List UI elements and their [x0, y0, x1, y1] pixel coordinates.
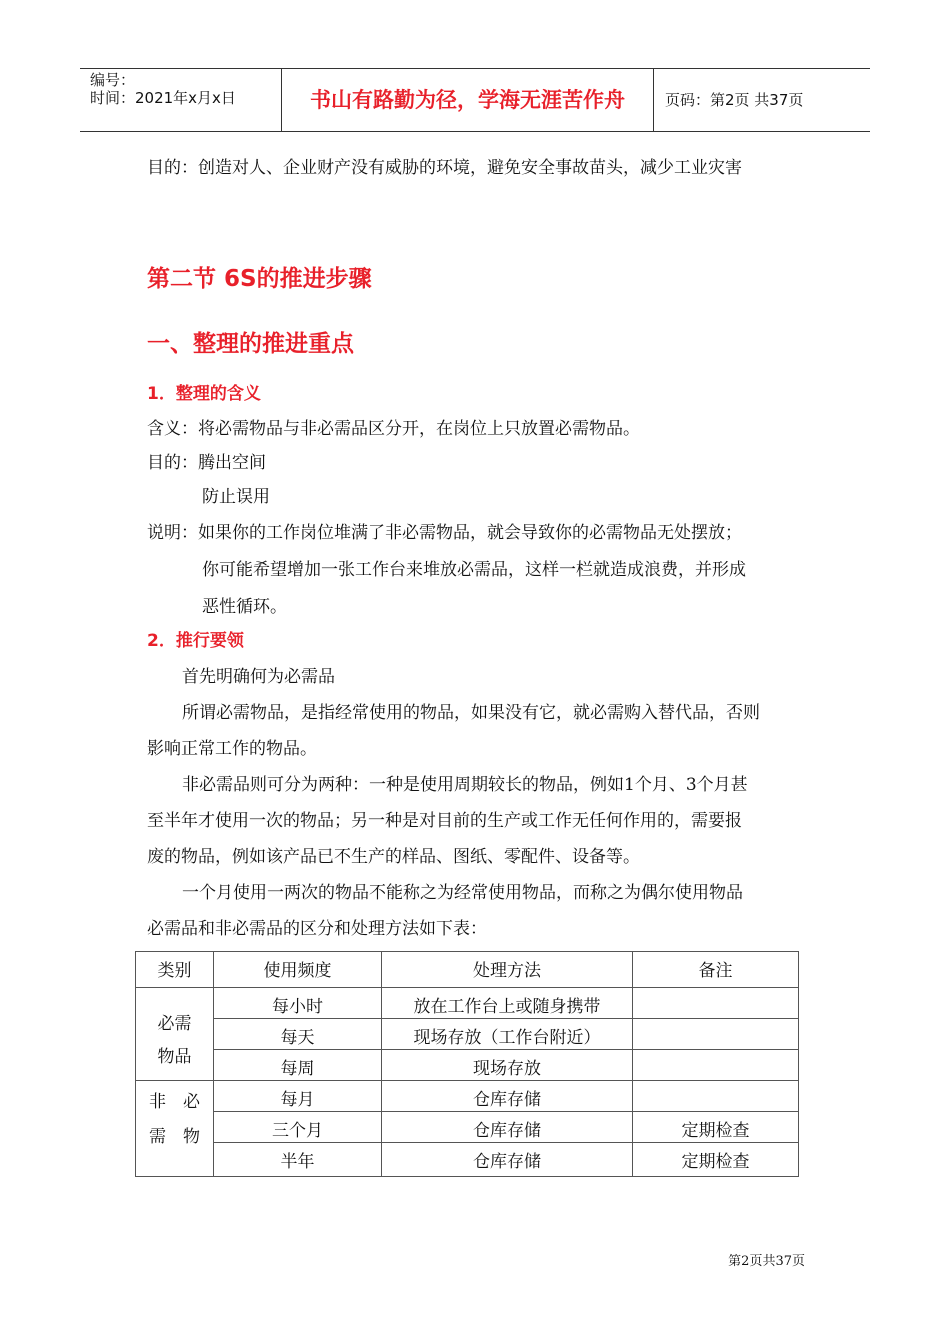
number-label: 编号：	[90, 71, 136, 89]
section-title: 第二节 6S的推进步骤	[147, 266, 372, 292]
group-unnecessary	[136, 1081, 214, 1177]
table-row	[136, 1050, 799, 1081]
group-label-line: 非 必	[149, 1092, 200, 1112]
note-cell: 定期检查	[633, 1112, 799, 1143]
col-header-note: 备注	[633, 952, 799, 988]
header-page-label: 页码：第2页 共37页	[665, 91, 804, 109]
subsection-title: 一、整理的推进重点	[147, 331, 354, 357]
para1: 首先明确何为必需品	[182, 667, 335, 687]
purpose-line: 目的：创造对人、企业财产没有威胁的环境，避免安全事故苗头，减少工业灾害	[147, 158, 742, 178]
freq-cell: 三个月	[214, 1112, 382, 1143]
table-row	[136, 1143, 799, 1177]
method-cell: 仓库存储	[382, 1081, 633, 1112]
page-footer: 第2页共37页	[728, 1254, 805, 1269]
freq-cell: 每小时	[214, 988, 382, 1019]
note-line-3: 恶性循环。	[202, 597, 287, 617]
para4-line1: 一个月使用一两次的物品不能称之为经常使用物品，而称之为偶尔使用物品	[182, 883, 743, 903]
note-line-1: 说明：如果你的工作岗位堆满了非必需物品，就会导致你的必需物品无处摆放；	[147, 523, 742, 543]
table-row	[136, 988, 799, 1019]
note-line-2: 你可能希望增加一张工作台来堆放必需品，这样一栏就造成浪费，并形成	[202, 560, 746, 580]
method-cell: 仓库存储	[382, 1112, 633, 1143]
para4-line2: 必需品和非必需品的区分和处理方法如下表：	[147, 919, 487, 939]
col-header-category: 类别	[136, 952, 214, 988]
para3-line1: 非必需品则可分为两种：一种是使用周期较长的物品，例如1个月、3个月甚	[182, 775, 748, 795]
method-cell: 现场存放	[382, 1050, 633, 1081]
para3-line3: 废的物品，例如该产品已不生产的样品、图纸、零配件、设备等。	[147, 847, 640, 867]
col-header-frequency: 使用频度	[214, 952, 382, 988]
page-header	[80, 68, 870, 132]
freq-cell: 每周	[214, 1050, 382, 1081]
group-label-line: 必需	[157, 1014, 192, 1034]
note-cell: 定期检查	[633, 1143, 799, 1177]
table-row	[136, 1081, 799, 1112]
classification-table	[135, 951, 799, 1177]
note-cell	[633, 1019, 799, 1050]
method-cell: 放在工作台上或随身携带	[382, 988, 633, 1019]
table-row	[136, 1112, 799, 1143]
group-necessary	[136, 988, 214, 1081]
freq-cell: 每月	[214, 1081, 382, 1112]
item1-title: 1．整理的含义	[147, 384, 261, 404]
para2-line2: 影响正常工作的物品。	[147, 739, 317, 759]
table-row	[136, 1019, 799, 1050]
group-label-line: 需 物	[149, 1127, 200, 1147]
col-header-method: 处理方法	[382, 952, 633, 988]
group-label-line: 物品	[157, 1047, 192, 1067]
purpose1-line: 目的：腾出空间	[147, 453, 266, 473]
para3-line2: 至半年才使用一次的物品；另一种是对目前的生产或工作无任何作用的，需要报	[147, 811, 742, 831]
freq-cell: 每天	[214, 1019, 382, 1050]
item2-title: 2．推行要领	[147, 631, 244, 651]
header-motto: 书山有路勤为径，学海无涯苦作舟	[281, 69, 654, 131]
method-cell: 仓库存储	[382, 1143, 633, 1177]
note-cell	[633, 988, 799, 1019]
header-meta	[80, 69, 280, 131]
para2-line1: 所谓必需物品，是指经常使用的物品，如果没有它，就必需购入替代品，否则	[182, 703, 760, 723]
meaning-line: 含义：将必需物品与非必需品区分开，在岗位上只放置必需物品。	[147, 419, 640, 439]
method-cell: 现场存放（工作台附近）	[382, 1019, 633, 1050]
table-header-row	[136, 952, 799, 988]
time-label: 时间：2021年x月x日	[90, 89, 236, 107]
freq-cell: 半年	[214, 1143, 382, 1177]
purpose2-line: 防止误用	[202, 487, 270, 507]
note-cell	[633, 1081, 799, 1112]
note-cell	[633, 1050, 799, 1081]
